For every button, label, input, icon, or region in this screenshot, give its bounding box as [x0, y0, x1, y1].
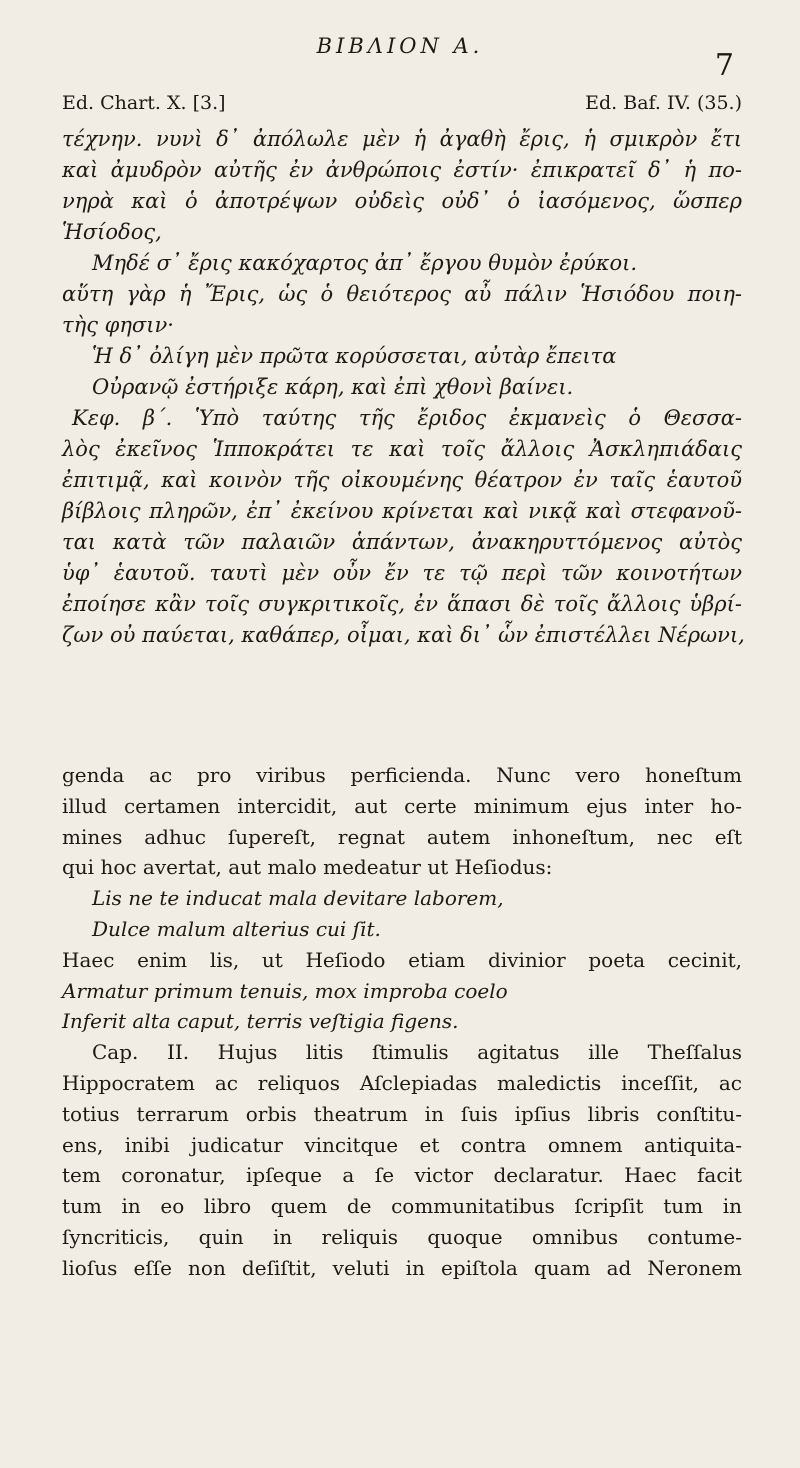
- latin-line: qui hoc avertat, aut malo medeatur ut Heſiodus:: [62, 855, 553, 880]
- edition-chart-ref: Ed. Chart. X. [3.]: [62, 92, 226, 114]
- latin-line: tem coronatur, ipſeque a ſe victor declaratur. Haec facit: [62, 1163, 742, 1188]
- latin-line: tum in eo libro quem de communitatibus ſcripſit tum in: [62, 1194, 742, 1219]
- page-number: 7: [714, 48, 734, 83]
- greek-line: τὴς φησιν·: [62, 313, 174, 337]
- latin-line: Hippocratem ac reliquos Aſclepiadas maledictis inceſſit, ac: [62, 1070, 742, 1095]
- edition-basel-ref: Ed. Baf. IV. (35.): [585, 92, 742, 114]
- greek-text-block: [62, 124, 745, 651]
- edition-references: [62, 92, 742, 114]
- latin-line: lioſus eſſe non deſiſtit, veluti in epiſtola quam ad Neronem: [62, 1255, 742, 1280]
- greek-line: βίβλοις πληρῶν, ἐπ᾽ ἐκείνου κρίνεται καὶ νικᾷ καὶ στεφανοῦ-: [62, 499, 742, 523]
- latin-chapter-heading-line: Cap. II. Hujus litis ſtimulis agitatus ille Theſſalus: [92, 1040, 742, 1065]
- greek-verse-line: Μηδέ σ᾽ ἔρις κακόχαρτος ἀπ᾽ ἔργου θυμὸν ἐρύκοι.: [92, 251, 638, 275]
- latin-line: ens, inibi judicatur vincitque et contra omnem antiquita-: [62, 1132, 742, 1157]
- latin-line: mines adhuc ſupereſt, regnat autem inhoneſtum, nec eſt: [62, 824, 742, 849]
- latin-line: Haec enim lis, ut Heſiodo etiam divinior poeta cecinit,: [62, 947, 742, 972]
- latin-line: genda ac pro viribus perficienda. Nunc vero honeſtum: [62, 763, 742, 787]
- greek-verse-line: Ἡ δ᾽ ὀλίγη μὲν πρῶτα κορύσσεται, αὐτὰρ ἔπειτα: [92, 344, 617, 368]
- greek-line: αὕτη γὰρ ἡ Ἔρις, ὡς ὁ θειότερος αὖ πάλιν Ἡσιόδου ποιη-: [62, 282, 742, 306]
- greek-line: καὶ ἀμυδρὸν αὐτῆς ἐν ἀνθρώποις ἐστίν· ἐπικρατεῖ δ᾽ ἡ πο-: [62, 158, 742, 182]
- greek-line: ἐποίησε κἂν τοῖς συγκριτικοῖς, ἐν ἅπασι δὲ τοῖς ἄλλοις ὑβρί-: [62, 592, 742, 616]
- greek-line: ται κατὰ τῶν παλαιῶν ἁπάντων, ἀνακηρυττόμενος αὐτὸς: [62, 530, 742, 554]
- greek-verse-line: Οὐρανῷ ἐστήριξε κάρη, καὶ ἐπὶ χθονὶ βαίνει.: [92, 375, 574, 399]
- greek-line: ἐπιτιμᾷ, καὶ κοινὸν τῆς οἰκουμένης θέατρον ἐν ταῖς ἑαυτοῦ: [62, 468, 742, 492]
- greek-line: ὑφ᾽ ἑαυτοῦ. ταυτὶ μὲν οὖν ἔν τε τῷ περὶ τῶν κοινοτήτων: [62, 561, 742, 585]
- greek-chapter-heading-line: Κεφ. β΄. Ὑπὸ ταύτης τῆς ἔριδος ἐκμανεὶς ὁ Θεσσα-: [72, 406, 742, 430]
- latin-line: ſyncriticis, quin in reliquis quoque omnibus contume-: [62, 1224, 742, 1249]
- greek-line: τέχνην. νυνὶ δ᾽ ἀπόλωλε μὲν ἡ ἀγαθὴ ἔρις, ἡ σμικρὸν ἔτι: [62, 127, 742, 151]
- greek-line: Ἡσίοδος,: [62, 220, 162, 244]
- latin-verse-line: Armatur primum tenuis, mox improba coelo: [62, 978, 508, 1003]
- latin-verse-line: Inferit alta caput, terris veſtigia figens.: [62, 1009, 459, 1034]
- latin-verse-line: Lis ne te inducat mala devitare laborem,: [92, 886, 504, 911]
- greek-line: νηρὰ καὶ ὁ ἀποτρέψων οὐδεὶς οὐδ᾽ ὁ ἰασόμενος, ὥσπερ: [62, 189, 742, 213]
- latin-line: totius terrarum orbis theatrum in ſuis ipſius libris conſtitu-: [62, 1101, 742, 1126]
- latin-verse-line: Dulce malum alterius cui ſit.: [92, 916, 381, 941]
- greek-line: λὸς ἐκεῖνος Ἱπποκράτει τε καὶ τοῖς ἄλλοις Ἀσκληπιάδαις: [62, 437, 742, 461]
- latin-line: illud certamen intercidit, aut certe minimum ejus inter ho-: [62, 793, 742, 818]
- greek-line: ζων οὐ παύεται, καθάπερ, οἶμαι, καὶ δι᾽ ὧν ἐπιστέλλει Νέρωνι,: [62, 623, 745, 647]
- latin-text-block: [62, 760, 742, 1284]
- running-head: ΒΙΒΛΙΟΝ Α.: [316, 34, 484, 58]
